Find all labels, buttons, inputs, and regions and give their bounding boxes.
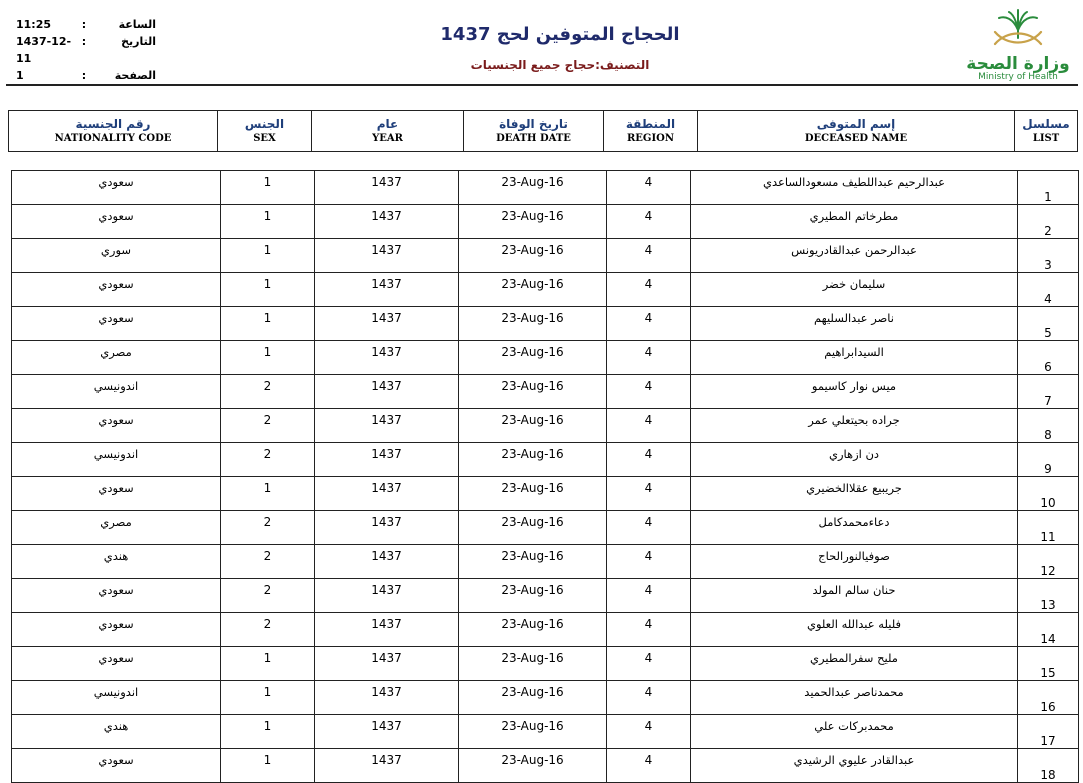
cell-death-date: 23-Aug-16 (459, 749, 607, 783)
cell-sex: 2 (221, 579, 315, 613)
cell-region: 4 (607, 579, 691, 613)
table-row (12, 647, 1079, 681)
cell-nationality: سعودي (12, 613, 221, 647)
table-row (12, 715, 1079, 749)
table-row (12, 273, 1079, 307)
cell-name: حنان سالم المولد (691, 579, 1018, 613)
cell-nationality: سعودي (12, 579, 221, 613)
col-region-en: REGION (626, 133, 674, 144)
col-name-ar: إسم المتوفى (816, 117, 896, 131)
table-row (12, 307, 1079, 341)
cell-sex: 2 (221, 613, 315, 647)
cell-sex: 1 (221, 681, 315, 715)
cell-list: 5 (1018, 307, 1079, 341)
cell-nationality: سوري (12, 239, 221, 273)
cell-name: محمدناصر عبدالحميد (691, 681, 1018, 715)
cell-region: 4 (607, 307, 691, 341)
cell-year: 1437 (315, 239, 459, 273)
meta-date: التاريخ : 1437-12-11 (16, 35, 156, 65)
cell-death-date: 23-Aug-16 (459, 647, 607, 681)
cell-name: مليح سفرالمطيري (691, 647, 1018, 681)
cell-year: 1437 (315, 171, 459, 205)
cell-region: 4 (607, 273, 691, 307)
cell-list: 1 (1018, 171, 1079, 205)
cell-nationality: هندي (12, 715, 221, 749)
cell-sex: 1 (221, 477, 315, 511)
cell-nationality: سعودي (12, 477, 221, 511)
cell-death-date: 23-Aug-16 (459, 273, 607, 307)
cell-region: 4 (607, 613, 691, 647)
cell-year: 1437 (315, 307, 459, 341)
table-row (12, 375, 1079, 409)
cell-year: 1437 (315, 375, 459, 409)
table-row (12, 409, 1079, 443)
meta-page-value: 1 (16, 69, 24, 82)
cell-death-date: 23-Aug-16 (459, 205, 607, 239)
cell-year: 1437 (315, 477, 459, 511)
cell-year: 1437 (315, 205, 459, 239)
cell-name: مطرخاتم المطيري (691, 205, 1018, 239)
col-region (604, 111, 698, 152)
cell-nationality: سعودي (12, 205, 221, 239)
report-title: الحجاج المتوفين لحج 1437 (440, 24, 680, 45)
cell-sex: 2 (221, 409, 315, 443)
col-list-ar: مسلسل (1022, 117, 1070, 131)
table-row (12, 681, 1079, 715)
cell-nationality: سعودي (12, 409, 221, 443)
cell-nationality: سعودي (12, 273, 221, 307)
cell-list: 12 (1018, 545, 1079, 579)
cell-sex: 2 (221, 443, 315, 477)
cell-sex: 2 (221, 375, 315, 409)
header-divider (6, 84, 1078, 86)
table-row (12, 239, 1079, 273)
cell-list: 7 (1018, 375, 1079, 409)
col-sex-ar: الجنس (244, 117, 285, 131)
cell-death-date: 23-Aug-16 (459, 511, 607, 545)
cell-list: 8 (1018, 409, 1079, 443)
cell-sex: 1 (221, 273, 315, 307)
cell-region: 4 (607, 443, 691, 477)
cell-nationality: اندونيسي (12, 681, 221, 715)
col-region-ar: المنطقة (625, 117, 676, 131)
cell-sex: 1 (221, 647, 315, 681)
cell-death-date: 23-Aug-16 (459, 715, 607, 749)
cell-name: جريبيع عقلاالخضيري (691, 477, 1018, 511)
cell-nationality: مصري (12, 341, 221, 375)
cell-list: 17 (1018, 715, 1079, 749)
cell-nationality: مصري (12, 511, 221, 545)
cell-list: 18 (1018, 749, 1079, 783)
col-list-en: LIST (1032, 133, 1060, 144)
cell-list: 10 (1018, 477, 1079, 511)
report-subtitle: التصنيف:حجاج جميع الجنسيات (470, 58, 650, 72)
cell-year: 1437 (315, 749, 459, 783)
cell-nationality: سعودي (12, 647, 221, 681)
table-row (12, 477, 1079, 511)
cell-year: 1437 (315, 443, 459, 477)
cell-nationality: اندونيسي (12, 375, 221, 409)
cell-sex: 1 (221, 715, 315, 749)
cell-death-date: 23-Aug-16 (459, 545, 607, 579)
col-nationality (9, 111, 218, 152)
cell-list: 3 (1018, 239, 1079, 273)
cell-year: 1437 (315, 579, 459, 613)
meta-time: الساعة : 11:25 (16, 18, 156, 31)
cell-death-date: 23-Aug-16 (459, 239, 607, 273)
cell-sex: 1 (221, 341, 315, 375)
cell-region: 4 (607, 681, 691, 715)
meta-page-label: الصفحة (114, 69, 156, 82)
ministry-logo (963, 8, 1073, 84)
cell-list: 6 (1018, 341, 1079, 375)
cell-name: جراده بحيتعلي عمر (691, 409, 1018, 443)
cell-region: 4 (607, 171, 691, 205)
table-row (12, 511, 1079, 545)
cell-nationality: هندي (12, 545, 221, 579)
cell-name: ميس نوار كاسيمو (691, 375, 1018, 409)
cell-year: 1437 (315, 715, 459, 749)
meta-page: الصفحة : 1 (16, 69, 156, 82)
cell-death-date: 23-Aug-16 (459, 477, 607, 511)
cell-name: ناصر عبدالسليهم (691, 307, 1018, 341)
cell-list: 2 (1018, 205, 1079, 239)
cell-name: عبدالرحمن عبدالقادريونس (691, 239, 1018, 273)
cell-name: دعاءمحمدكامل (691, 511, 1018, 545)
cell-region: 4 (607, 239, 691, 273)
col-year-ar: عام (376, 117, 399, 131)
meta-time-value: 11:25 (16, 18, 52, 31)
cell-year: 1437 (315, 511, 459, 545)
col-name (698, 111, 1015, 152)
col-death-date (464, 111, 604, 152)
cell-sex: 2 (221, 511, 315, 545)
cell-death-date: 23-Aug-16 (459, 307, 607, 341)
col-list (1015, 111, 1078, 152)
cell-region: 4 (607, 749, 691, 783)
col-nationality-ar: رقم الجنسية (75, 117, 151, 131)
cell-list: 15 (1018, 647, 1079, 681)
cell-year: 1437 (315, 545, 459, 579)
col-death-date-ar: تاريخ الوفاة (499, 117, 568, 131)
cell-death-date: 23-Aug-16 (459, 171, 607, 205)
cell-year: 1437 (315, 409, 459, 443)
cell-region: 4 (607, 545, 691, 579)
cell-sex: 1 (221, 749, 315, 783)
table-row (12, 545, 1079, 579)
cell-name: محمدبركات علي (691, 715, 1018, 749)
cell-year: 1437 (315, 613, 459, 647)
cell-sex: 1 (221, 239, 315, 273)
table-row (12, 613, 1079, 647)
cell-sex: 2 (221, 545, 315, 579)
cell-list: 4 (1018, 273, 1079, 307)
table-row (12, 205, 1079, 239)
col-death-date-en: DEATH DATE (496, 133, 571, 144)
col-year-en: YEAR (372, 133, 403, 144)
logo-name-en: Ministry of Health (978, 72, 1058, 82)
logo-name-ar: وزارة الصحة (966, 54, 1070, 74)
cell-list: 14 (1018, 613, 1079, 647)
col-nationality-en: NATIONALITY CODE (54, 133, 172, 144)
table-row (12, 341, 1079, 375)
cell-death-date: 23-Aug-16 (459, 409, 607, 443)
table-row (12, 579, 1079, 613)
cell-region: 4 (607, 715, 691, 749)
col-sex (218, 111, 312, 152)
meta-date-value: 1437-12-11 (16, 35, 72, 65)
cell-name: صوفيالنورالحاج (691, 545, 1018, 579)
cell-nationality: سعودي (12, 171, 221, 205)
cell-name: السيدابراهيم (691, 341, 1018, 375)
cell-year: 1437 (315, 681, 459, 715)
cell-region: 4 (607, 375, 691, 409)
cell-list: 16 (1018, 681, 1079, 715)
cell-region: 4 (607, 647, 691, 681)
cell-sex: 1 (221, 171, 315, 205)
cell-year: 1437 (315, 647, 459, 681)
cell-region: 4 (607, 409, 691, 443)
cell-death-date: 23-Aug-16 (459, 681, 607, 715)
cell-year: 1437 (315, 273, 459, 307)
table-row (12, 749, 1079, 783)
table-row (12, 171, 1079, 205)
cell-region: 4 (607, 511, 691, 545)
cell-death-date: 23-Aug-16 (459, 579, 607, 613)
cell-name: عبدالرحيم عبداللطيف مسعودالساعدي (691, 171, 1018, 205)
cell-list: 11 (1018, 511, 1079, 545)
column-header (8, 110, 1078, 152)
col-sex-en: SEX (253, 133, 276, 144)
cell-death-date: 23-Aug-16 (459, 375, 607, 409)
palm-swords-icon (983, 8, 1053, 50)
cell-region: 4 (607, 205, 691, 239)
cell-name: فليله عبدالله العلوي (691, 613, 1018, 647)
cell-sex: 1 (221, 205, 315, 239)
col-name-en: DECEASED NAME (804, 133, 908, 144)
cell-nationality: سعودي (12, 307, 221, 341)
cell-name: عبدالقادر عليوي الرشيدي (691, 749, 1018, 783)
cell-sex: 1 (221, 307, 315, 341)
table-row (12, 443, 1079, 477)
cell-death-date: 23-Aug-16 (459, 341, 607, 375)
cell-region: 4 (607, 477, 691, 511)
report-meta (16, 16, 156, 84)
cell-region: 4 (607, 341, 691, 375)
cell-nationality: سعودي (12, 749, 221, 783)
cell-name: سليمان خضر (691, 273, 1018, 307)
cell-name: دن ازهاري (691, 443, 1018, 477)
cell-list: 9 (1018, 443, 1079, 477)
cell-nationality: اندونيسي (12, 443, 221, 477)
cell-year: 1437 (315, 341, 459, 375)
cell-list: 13 (1018, 579, 1079, 613)
deceased-table (11, 170, 1079, 783)
cell-death-date: 23-Aug-16 (459, 443, 607, 477)
meta-time-label: الساعة (118, 18, 156, 31)
meta-date-label: التاريخ (121, 35, 156, 48)
cell-death-date: 23-Aug-16 (459, 613, 607, 647)
col-year (312, 111, 464, 152)
